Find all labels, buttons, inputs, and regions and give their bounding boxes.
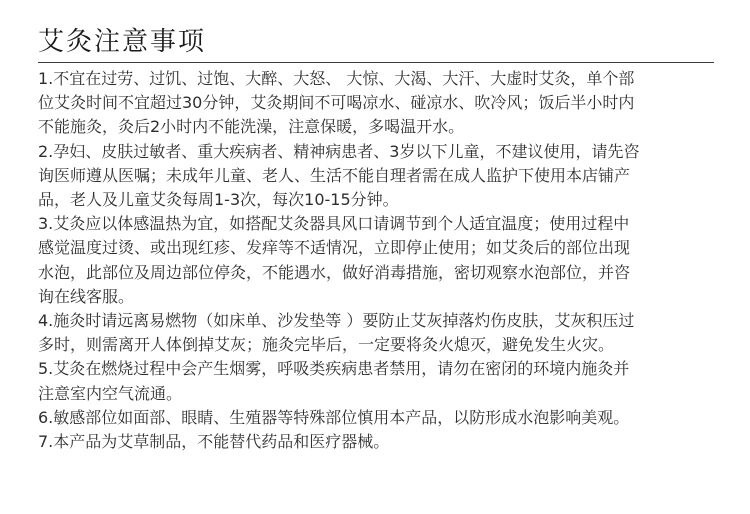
notice-line: 多时，则需离开人体倒掉艾灰；施灸完毕后，一定要将灸火熄灭，避免发生火灾。	[38, 335, 615, 355]
page-title: 艾灸注意事项	[38, 27, 207, 57]
notice-line: 感觉温度过烫、或出现红疹、发痒等不适情况，立即停止使用；如艾灸后的部位出现	[38, 238, 631, 258]
notice-line: 4.施灸时请远离易燃物（如床单、沙发垫等 ）要防止艾灰掉落灼伤皮肤，艾灰积压过	[38, 311, 635, 331]
notice-line: 注意室内空气流通。	[38, 383, 183, 403]
notice-item-4	[38, 309, 722, 357]
notice-line: 1.不宜在过劳、过饥、过饱、大醉、大怒、 大惊、大渴、大汗、大虚时艾灸，单个部	[38, 69, 635, 88]
title-divider	[38, 62, 714, 63]
notice-item-6	[38, 406, 722, 430]
notice-line: 3.艾灸应以体感温热为宜，如搭配艾灸器具风口请调节到个人适宜温度；使用过程中	[38, 214, 630, 234]
notice-line: 6.敏感部位如面部、眼睛、生殖器等特殊部位慎用本产品，以防形成水泡影响美观。	[38, 407, 630, 427]
notice-item-2	[38, 140, 722, 213]
notice-line: 5.艾灸在燃烧过程中会产生烟雾，呼吸类疾病患者禁用，请勿在密闭的环境内施灸并	[38, 359, 630, 379]
notice-item-7	[38, 430, 722, 454]
notice-line: 水泡，此部位及周边部位停灸，不能遇水，做好消毒措施，密切观察水泡部位，并咨	[38, 262, 631, 282]
notice-line: 2.孕妇、皮肤过敏者、重大疾病者、精神病患者、3岁以下儿童，不建议使用，请先咨	[38, 141, 640, 161]
notice-line: 不能施灸，灸后2小时内不能洗澡，注意保暖，多喝温开水。	[38, 117, 465, 137]
notice-item-1	[38, 67, 722, 140]
notice-item-5	[38, 357, 722, 405]
notice-line: 品，老人及儿童艾灸每周1-3次，每次10-15分钟。	[38, 190, 399, 210]
notice-line: 位艾灸时间不宜超过30分钟，艾灸期间不可喝凉水、碰凉水、吹冷风；饭后半小时内	[38, 93, 635, 113]
notice-line: 询在线客服。	[38, 286, 135, 306]
notice-line: 7.本产品为艾草制品，不能替代药品和医疗器械。	[38, 432, 390, 452]
notice-item-3	[38, 212, 722, 309]
notice-line: 询医师遵从医嘱；未成年儿童、老人、生活不能自理者需在成人监护下使用本店铺产	[38, 165, 631, 185]
notice-list	[38, 67, 722, 454]
